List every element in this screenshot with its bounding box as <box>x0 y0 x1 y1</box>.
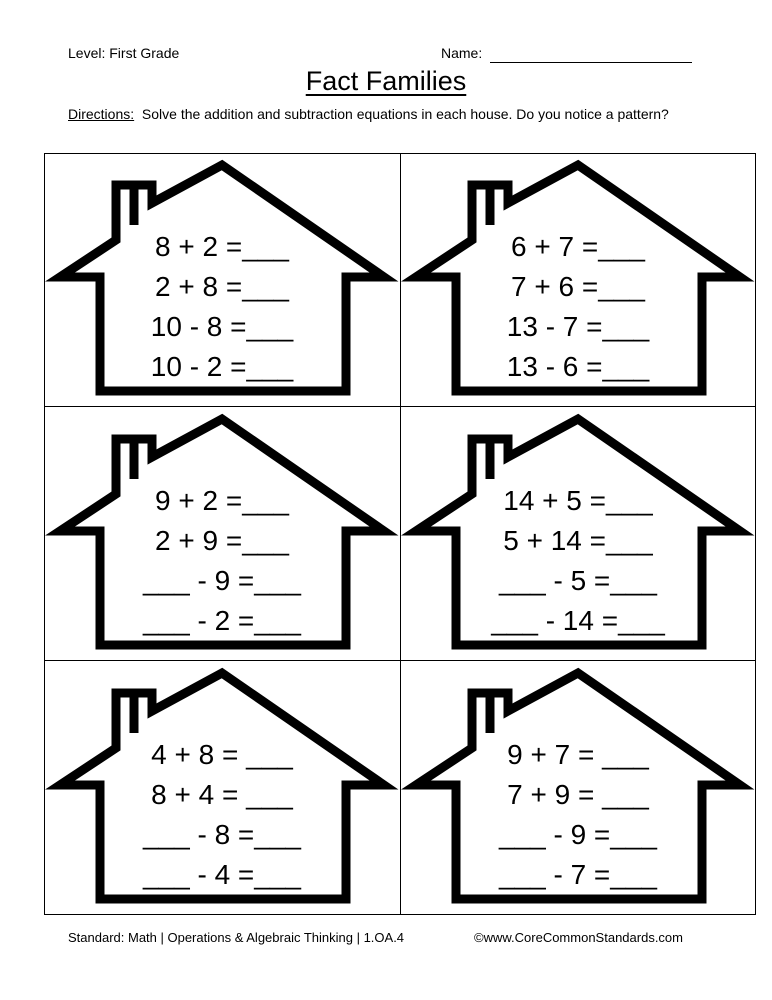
footer-copyright: ©www.CoreCommonStandards.com <box>474 930 683 945</box>
house-4 <box>400 407 756 661</box>
equation: ___ - 8 =___ <box>142 819 302 850</box>
page-title: Fact Families <box>305 66 467 96</box>
directions <box>68 106 698 123</box>
directions-label: Directions: <box>68 106 135 122</box>
equation: 9 + 7 = ___ <box>507 739 649 770</box>
equation: 7 + 6 =___ <box>511 271 645 302</box>
equation: 13 - 6 =___ <box>506 351 650 382</box>
house-3 <box>44 407 400 661</box>
equation: 5 + 14 =___ <box>503 525 653 556</box>
name-label: Name: <box>441 45 483 61</box>
equation: 4 + 8 = ___ <box>151 739 293 770</box>
equation: 9 + 2 =___ <box>155 485 289 516</box>
house-1 <box>44 153 400 407</box>
equation: 8 + 4 = ___ <box>151 779 293 810</box>
equation: ___ - 9 =___ <box>142 565 302 596</box>
house-5 <box>44 661 400 915</box>
equation: ___ - 4 =___ <box>142 859 302 890</box>
house-6 <box>400 661 756 915</box>
equation: 14 + 5 =___ <box>503 485 653 516</box>
equation: 2 + 8 =___ <box>155 271 289 302</box>
name-field[interactable] <box>490 62 692 63</box>
equation: 7 + 9 = ___ <box>507 779 649 810</box>
directions-text: Solve the addition and subtraction equations in each house. Do you notice a pattern? <box>141 106 669 122</box>
equation: ___ - 2 =___ <box>142 605 302 636</box>
equation: ___ - 14 =___ <box>491 605 665 636</box>
level-label: Level: First Grade <box>68 45 180 61</box>
equation: 2 + 9 =___ <box>155 525 289 556</box>
house-2 <box>400 153 756 407</box>
equation: ___ - 9 =___ <box>498 819 658 850</box>
equation: 8 + 2 =___ <box>155 231 289 262</box>
equation: ___ - 5 =___ <box>498 565 658 596</box>
footer-standard: Standard: Math | Operations & Algebraic Thinking | 1.OA.4 <box>68 930 405 945</box>
equation: 6 + 7 =___ <box>511 231 645 262</box>
equation: ___ - 7 =___ <box>498 859 658 890</box>
equation: 13 - 7 =___ <box>506 311 650 342</box>
equation: 10 - 8 =___ <box>150 311 294 342</box>
equation: 10 - 2 =___ <box>150 351 294 382</box>
